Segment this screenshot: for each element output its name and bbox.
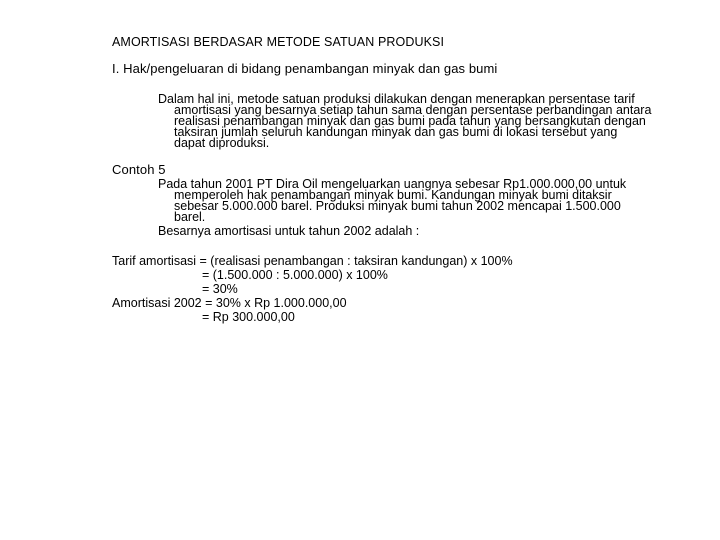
paragraph-line: amortisasi yang besarnya setiap tahun sama dengan persentase perbandingan antara [174,103,652,117]
paragraph-line: Dalam hal ini, metode satuan produksi dilakukan dengan menerapkan persentase tarif [158,92,635,106]
calculation-line: Tarif amortisasi = (realisasi penambangan : taksiran kandungan) x 100% [112,254,513,268]
document-title: AMORTISASI BERDASAR METODE SATUAN PRODUKSI [112,35,445,49]
example-line: Pada tahun 2001 PT Dira Oil mengeluarkan uangnya sebesar Rp1.000.000,00 untuk [158,177,627,191]
section-heading: I. Hak/pengeluaran di bidang penambangan minyak dan gas bumi [112,61,498,76]
calculation-line: = (1.500.000 : 5.000.000) x 100% [202,268,388,282]
calculation-line: = 30% [202,282,238,296]
paragraph-line: dapat diproduksi. [174,136,270,150]
calculation-line: Amortisasi 2002 = 30% x Rp 1.000.000,00 [112,296,347,310]
example-line: Besarnya amortisasi untuk tahun 2002 adalah : [158,224,420,238]
example-line: barel. [174,210,206,224]
example-label: Contoh 5 [112,162,166,177]
paragraph-line: realisasi penambangan minyak dan gas bumi pada tahun yang bersangkutan dengan [174,114,646,128]
example-line: sebesar 5.000.000 barel. Produksi minyak bumi tahun 2002 mencapai 1.500.000 [174,199,621,213]
calculation-line: = Rp 300.000,00 [202,310,295,324]
paragraph-line: taksiran jumlah seluruh kandungan minyak dan gas bumi di lokasi tersebut yang [174,125,618,139]
example-line: memperoleh hak penambangan minyak bumi. Kandungan minyak bumi ditaksir [174,188,612,202]
